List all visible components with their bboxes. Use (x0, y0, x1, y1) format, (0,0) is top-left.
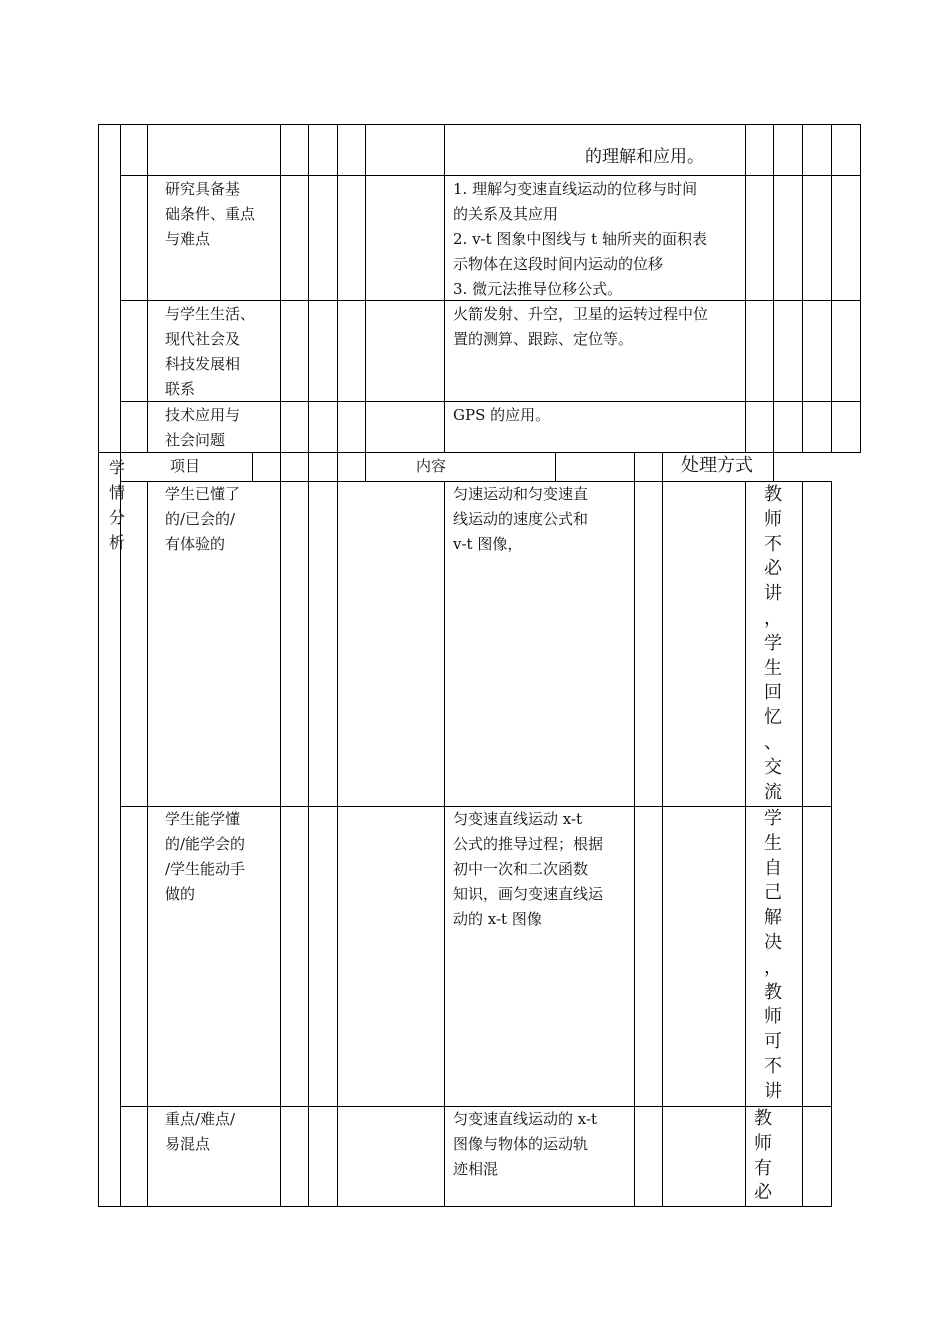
row-label-line: /学生能动手 (165, 860, 246, 878)
method-char: 生 (764, 657, 782, 679)
method-char: 不 (764, 533, 782, 555)
table-rule (120, 175, 860, 176)
row-label-line: 与学生生活、 (165, 305, 256, 323)
method-char: 己 (764, 882, 782, 904)
method-char: 有 (754, 1157, 772, 1179)
analysis-row-method (762, 483, 784, 805)
row-content-line: 2. v-t 图象中图线与 t 轴所夹的面积表 (453, 230, 707, 248)
method-char: 忆 (764, 707, 782, 729)
row-content-line: 的关系及其应用 (453, 205, 559, 223)
method-char: 讲 (764, 583, 782, 605)
row-content (453, 177, 707, 302)
row-label-line: 科技发展相 (165, 355, 241, 373)
analysis-row-content (453, 807, 603, 932)
method-char: 讲 (764, 1080, 782, 1102)
method-char: 师 (754, 1132, 772, 1154)
row-label-line: 做的 (165, 885, 196, 903)
analysis-row-label (165, 807, 245, 907)
table-rule (773, 452, 774, 481)
method-char: 不 (764, 1055, 782, 1077)
table-rule (120, 124, 121, 1207)
content-tail: 的理解和应用。 (585, 147, 704, 167)
table-rule (444, 481, 445, 1207)
table-rule (337, 452, 338, 481)
analysis-row-content (453, 1107, 597, 1182)
table-rule (308, 481, 309, 1207)
row-content-line: 置的测算、跟踪、定位等。 (453, 330, 634, 348)
row-label (165, 302, 255, 402)
table-rule (365, 452, 366, 481)
side-label-char: 情 (108, 483, 125, 502)
row-label-line: 易混点 (165, 1135, 211, 1153)
row-label-line: 学生已懂了 (165, 485, 241, 503)
method-char: 教 (764, 981, 782, 1003)
method-char: 必 (764, 558, 782, 580)
table-rule (98, 124, 99, 1207)
method-char: 自 (764, 857, 782, 879)
row-label-line: 现代社会及 (165, 330, 241, 348)
row-content-line: 匀变速直线运动 x-t (453, 810, 583, 828)
row-content-line: v-t 图像， (453, 535, 523, 553)
analysis-row-label (165, 1107, 235, 1157)
row-label-line: 社会问题 (165, 431, 226, 449)
analysis-row-method (762, 807, 784, 1105)
side-label-char: 学 (108, 458, 125, 477)
header-content: 内容 (416, 457, 447, 475)
row-content-line: 线运动的速度公式和 (453, 510, 589, 528)
table-rule (147, 481, 148, 1207)
row-label-line: 的/已会的/ (165, 510, 236, 528)
table-rule (831, 124, 832, 453)
method-char: 教 (764, 484, 782, 505)
method-char: 流 (764, 781, 782, 803)
method-char: ， (764, 956, 782, 978)
row-content-line: 示物体在这段时间内运动的位移 (453, 255, 664, 273)
row-content-line: 公式的推导过程；根据 (453, 835, 604, 853)
row-content-line: 1. 理解匀变速直线运动的位移与时间 (453, 180, 698, 198)
row-label-line: 重点/难点/ (165, 1110, 236, 1128)
row-label (165, 403, 240, 453)
row-content (453, 302, 708, 352)
table-rule (555, 452, 556, 481)
row-content-line: 图像与物体的运动轨 (453, 1135, 589, 1153)
table-rule (280, 124, 281, 453)
table-rule (745, 124, 746, 453)
table-rule (252, 452, 253, 481)
side-label-char: 分 (108, 508, 125, 527)
table-rule (745, 481, 746, 1207)
table-rule (337, 124, 338, 453)
analysis-row-method (752, 1107, 774, 1206)
row-content (453, 403, 550, 428)
table-rule (831, 481, 832, 1207)
row-content-line: 匀变速直线运动的 x-t (453, 1110, 598, 1128)
table-rule (308, 124, 309, 453)
table-rule (365, 124, 366, 453)
table-rule (634, 452, 635, 481)
table-rule (280, 452, 281, 481)
method-char: 教 (754, 1108, 772, 1129)
table-rule (860, 124, 861, 453)
row-label-line: 研究具备基 (165, 180, 241, 198)
row-content-line: 迹相混 (453, 1160, 499, 1178)
method-char: 生 (764, 832, 782, 854)
method-char: 师 (764, 1006, 782, 1028)
row-content-line: GPS 的应用。 (453, 406, 551, 424)
row-content-line: 知识，画匀变速直线运 (453, 885, 604, 903)
row-label-line: 础条件、重点 (165, 205, 256, 223)
table-rule (337, 481, 338, 1207)
row-content-line: 3. 微元法推导位移公式。 (453, 280, 623, 298)
method-char: 可 (764, 1031, 782, 1053)
method-char: ， (764, 607, 782, 629)
row-content-line: 动的 x-t 图像 (453, 910, 542, 928)
method-char: 解 (764, 907, 782, 929)
method-char: 学 (764, 808, 782, 829)
table-rule (662, 481, 663, 1207)
table-rule (773, 124, 774, 453)
side-label-char: 析 (108, 533, 125, 552)
row-content-line: 火箭发射、升空，卫星的运转过程中位 (453, 305, 709, 323)
table-rule (98, 1206, 831, 1207)
row-label-line: 的/能学会的 (165, 835, 246, 853)
row-label-line: 有体验的 (165, 535, 226, 553)
method-char: 必 (754, 1182, 772, 1204)
table-rule (802, 124, 803, 453)
table-rule (662, 452, 663, 481)
method-char: 学 (764, 632, 782, 654)
row-label-line: 联系 (165, 380, 196, 398)
row-label-line: 学生能学懂 (165, 810, 241, 828)
method-char: 、 (764, 731, 782, 753)
row-label-line: 与难点 (165, 230, 211, 248)
table-rule (634, 481, 635, 1207)
row-content-line: 初中一次和二次函数 (453, 860, 589, 878)
method-char: 交 (764, 756, 782, 778)
row-label (165, 177, 255, 252)
row-label-line: 技术应用与 (165, 406, 241, 424)
method-char: 决 (764, 931, 782, 953)
method-char: 师 (764, 508, 782, 530)
table-rule (147, 124, 148, 453)
table-rule (280, 481, 281, 1207)
section-side-label (107, 455, 127, 555)
analysis-row-content (453, 482, 588, 557)
header-item: 项目 (170, 457, 201, 475)
analysis-row-label (165, 482, 240, 557)
table-rule (802, 481, 803, 1207)
row-content-line: 匀速运动和匀变速直 (453, 485, 589, 503)
method-char: 回 (764, 682, 782, 704)
table-rule (308, 452, 309, 481)
header-method: 处理方式 (681, 455, 753, 476)
table-rule (444, 124, 445, 453)
